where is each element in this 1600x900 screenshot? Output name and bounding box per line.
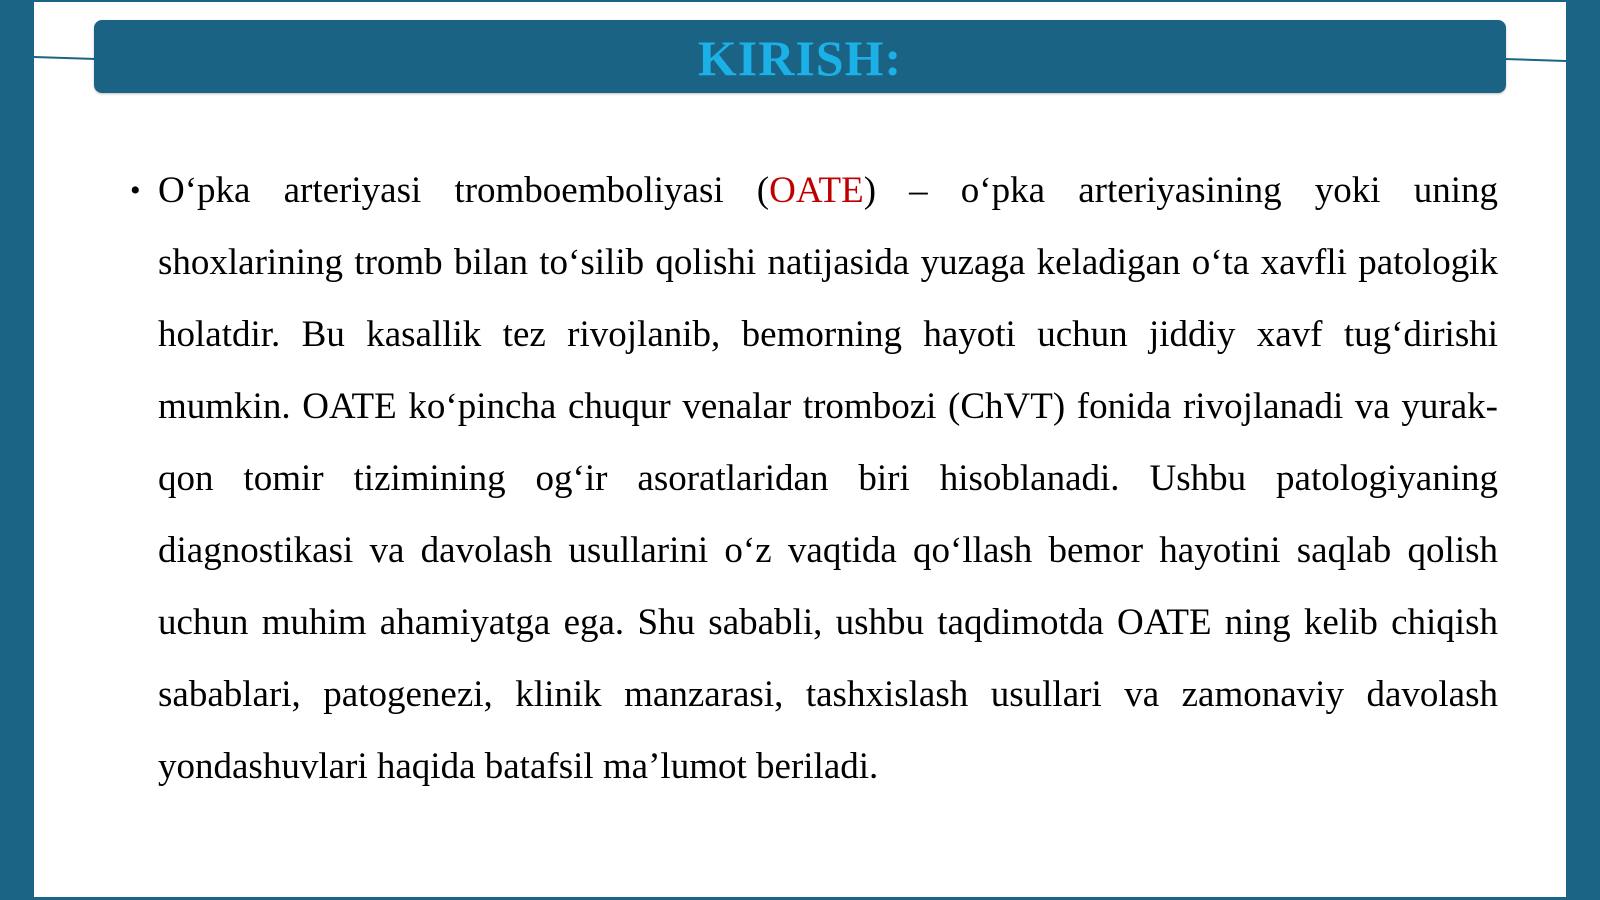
title-bar	[94, 20, 1506, 93]
bullet-list	[126, 155, 1498, 803]
paragraph-text-rest: ) – o‘pka arteriyasining yoki uning shoxlarining tromb bilan to‘silib qolishi natijasida yuzaga keladigan o‘ta xavfli patologik holatdir. Bu kasallik tez rivojlanib, bemorning hayoti uchun jiddiy xavf tug‘dirishi mumkin. OATE ko‘pincha chuqur venalar trombozi (ChVT) fonida rivojlanadi va yurak-qon tomir tizimining og‘ir asoratlaridan biri hisoblanadi. Ushbu patologiyaning diagnostikasi va davolash usullarini o‘z vaqtida qo‘llash bemor hayotini saqlab qolish uchun muhim ahamiyatga ega. Shu sababli, ushbu taqdimotda OATE ning kelib chiqish sabablari, patogenezi, klinik manzarasi, tashxislash usullari va zamonaviy davolash yondashuvlari haqida batafsil ma’lumot beriladi.	[158, 170, 1498, 787]
right-deco-line	[1504, 59, 1566, 61]
slide-title: KIRISH:	[697, 29, 903, 86]
paragraph-text-start: O‘pka arteriyasi tromboemboliyasi (	[158, 170, 770, 211]
left-deco-line	[34, 57, 96, 59]
oate-highlight: OATE	[769, 170, 864, 211]
bullet-item	[126, 155, 1498, 803]
bullet-dot-icon: •	[130, 174, 141, 207]
